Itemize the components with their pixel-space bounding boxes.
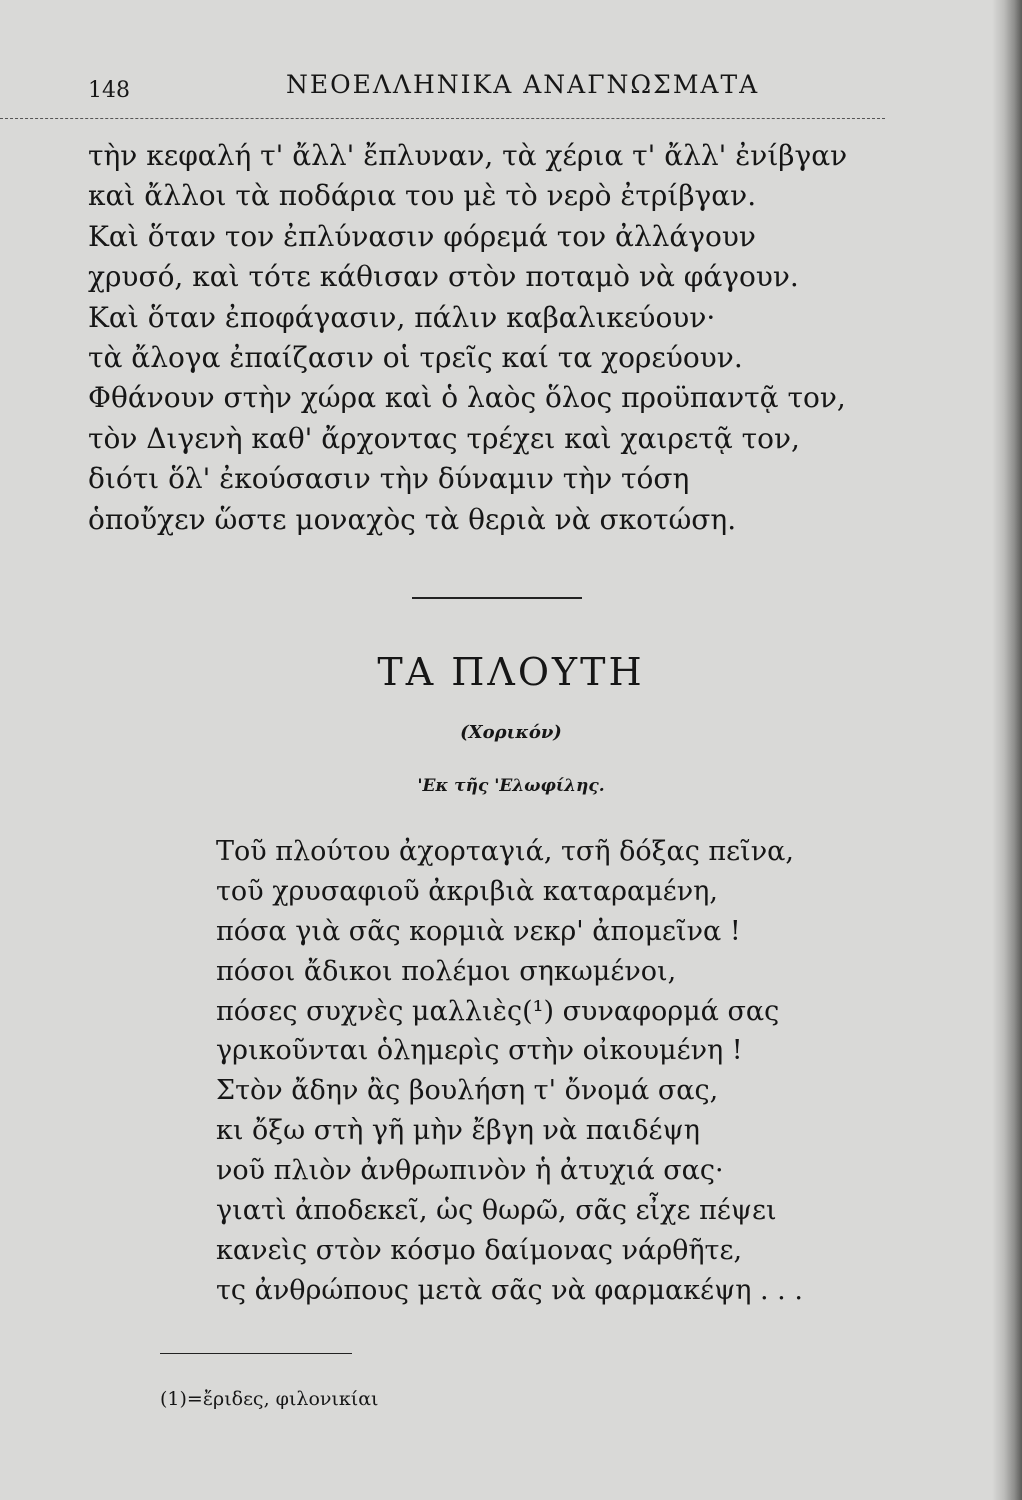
verse-line: Καὶ ὅταν ἐποφάγασιν, πάλιν καβαλικεύουν· — [88, 300, 716, 334]
verse-line: Στὸν ἄδην ἂς βουλήση τ' ὄνομά σας, — [216, 1075, 719, 1107]
header-rule — [0, 118, 885, 119]
verse-line: τὴν κεφαλή τ' ἄλλ' ἔπλυναν, τὰ χέρια τ' ἄλλ' ἐνίβγαν — [88, 139, 848, 172]
verse-line: τὸν Διγενὴ καθ' ἄρχοντας τρέχει καὶ χαιρετᾷ τον, — [88, 421, 800, 455]
verse-line: κι ὄξω στὴ γῆ μὴν ἔβγη νὰ παιδέψη — [216, 1115, 700, 1147]
book-spine-shadow — [992, 0, 1022, 1500]
verse-line: πόσα γιὰ σᾶς κορμιὰ νεκρ' ἀπομεῖνα ! — [216, 915, 741, 947]
verse-line: τοῦ χρυσαφιοῦ ἀκριβιὰ καταραμένη, — [216, 875, 718, 907]
page-number: 148 — [88, 78, 130, 103]
verse-line: ὁποὔχεν ὥστε μοναχὸς τὰ θεριὰ νὰ σκοτώση. — [88, 502, 737, 536]
running-title: ΝΕΟΕΛΛΗΝΙΚΑ ΑΝΑΓΝΩΣΜΑΤΑ — [286, 70, 760, 99]
poem-subtitle: (Χορικόν) — [460, 722, 562, 743]
poem-body — [216, 832, 936, 1311]
poem-title: ΤΑ ΠΛΟΥΤΗ — [377, 650, 645, 694]
verse-line: πόσοι ἄδικοι πολέμοι σηκωμένοι, — [216, 955, 677, 987]
verse-line: Τοῦ πλούτου ἀχορταγιά, τσῆ δόξας πεῖνα, — [216, 836, 794, 867]
verse-line: γιατὶ ἀποδεκεῖ, ὡς θωρῶ, σᾶς εἶχε πέψει — [216, 1195, 777, 1227]
footnote-rule — [160, 1353, 352, 1354]
footnote: (1)=ἔριδες, φιλονικίαι — [160, 1388, 379, 1410]
page-header — [88, 70, 968, 110]
verse-line: Καὶ ὅταν τον ἐπλύνασιν φόρεμά τον ἀλλάγουν — [88, 219, 756, 253]
verse-line: Φθάνουν στὴν χώρα καὶ ὁ λαὸς ὅλος προϋπαντᾷ τον, — [88, 381, 846, 415]
verse-line: κανεὶς στὸν κόσμο δαίμονας νάρθῆτε, — [216, 1234, 743, 1266]
verse-line: χρυσό, καὶ τότε κάθισαν στὸν ποταμὸ νὰ φάγουν. — [88, 260, 799, 294]
verse-line: τς ἀνθρώπους μετὰ σᾶς νὰ φαρμακέψη . . . — [216, 1274, 803, 1306]
verse-line: καὶ ἄλλοι τὰ ποδάρια του μὲ τὸ νερὸ ἐτρίβγαν. — [88, 179, 757, 213]
stanza-one — [88, 136, 948, 540]
verse-line: διότι ὅλ' ἐκούσασιν τὴν δύναμιν τὴν τόση — [88, 462, 690, 496]
verse-line: τὰ ἄλογα ἐπαίζασιν οἱ τρεῖς καί τα χορεύουν. — [88, 340, 743, 374]
section-separator — [412, 597, 582, 599]
verse-line: νοῦ πλιὸν ἀνθρωπινὸν ἡ ἀτυχιά σας· — [216, 1155, 724, 1187]
poem-source: 'Εκ τῆς 'Ελωφίλης. — [417, 776, 605, 796]
verse-line: γρικοῦνται ὁλημερὶς στὴν οἰκουμένη ! — [216, 1035, 743, 1067]
verse-line: πόσες συχνὲς μαλλιὲς(¹) συναφορμά σας — [216, 995, 780, 1027]
